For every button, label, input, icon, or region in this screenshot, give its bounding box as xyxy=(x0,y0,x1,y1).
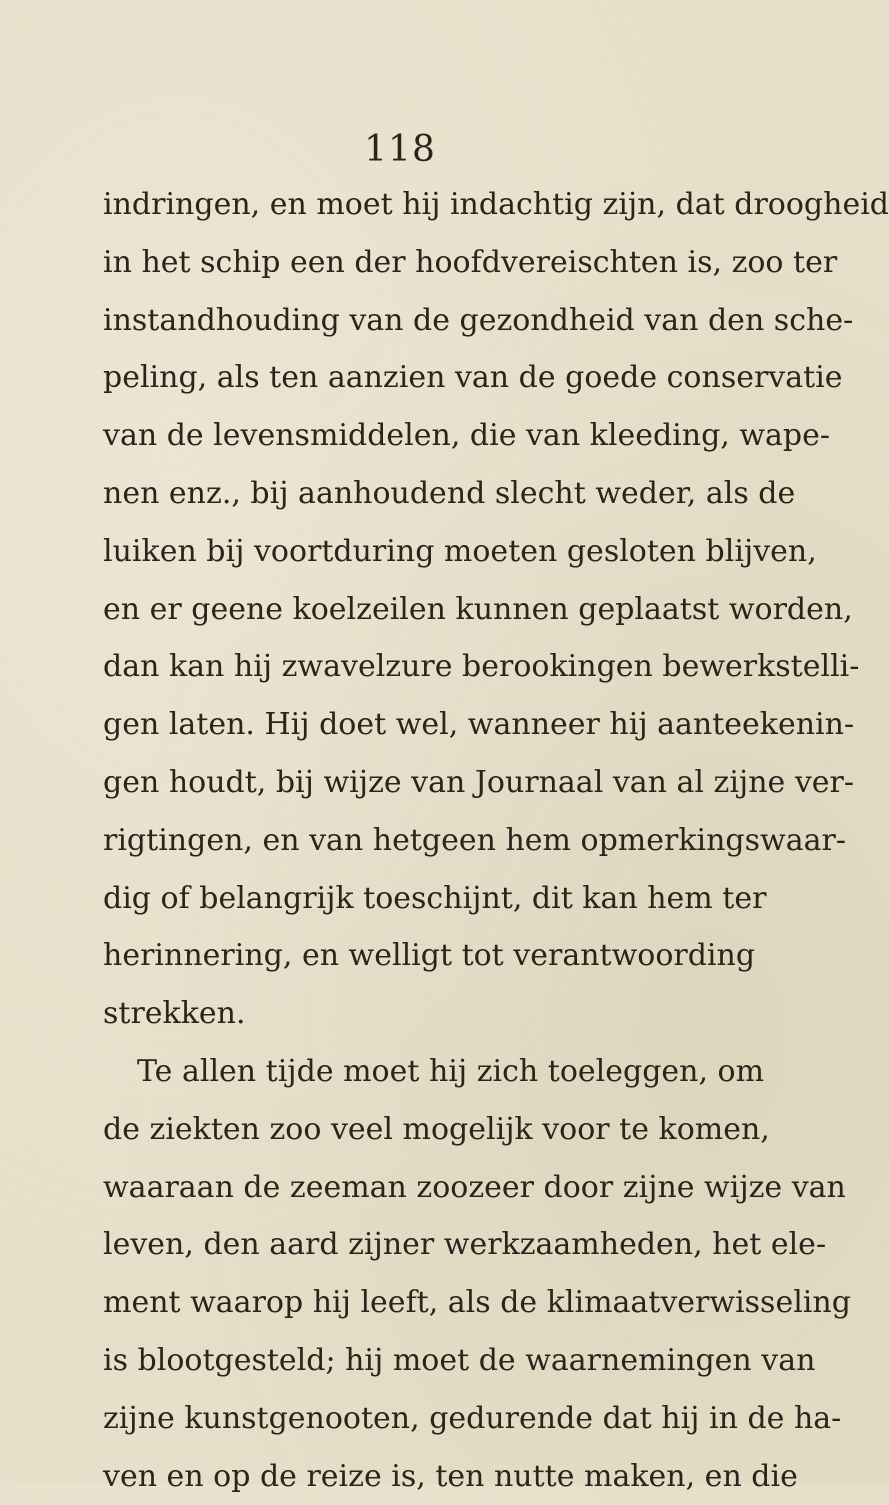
text-line: nen enz., bij aanhoudend slecht weder, als de xyxy=(103,475,796,511)
text-line: luiken bij voortduring moeten gesloten blijven, xyxy=(103,533,817,569)
text-line: in het schip een der hoofdvereischten is, zoo ter xyxy=(103,244,838,280)
text-line: leven, den aard zijner werkzaamheden, het ele- xyxy=(103,1227,827,1263)
text-line: dan kan hij zwavelzure berookingen bewerkstelli- xyxy=(103,649,860,685)
text-line: van de levensmiddelen, die van kleeding, wape- xyxy=(103,418,831,454)
text-line: de ziekten zoo veel mogelijk voor te komen, xyxy=(103,1111,770,1147)
text-line: ven en op de reize is, ten nutte maken, en die xyxy=(103,1458,798,1494)
body-text xyxy=(103,176,889,1505)
text-line: rigtingen, en van hetgeen hem opmerkingswaar- xyxy=(103,822,846,858)
page-number: 118 xyxy=(364,129,436,170)
text-line: waaraan de zeeman zoozeer door zijne wijze van xyxy=(103,1169,846,1205)
text-line: is blootgesteld; hij moet de waarnemingen van xyxy=(103,1342,816,1378)
text-line-paragraph-start: Te allen tijde moet hij zich toeleggen, om xyxy=(137,1053,765,1089)
text-line: ment waarop hij leeft, als de klimaatverwisseling xyxy=(103,1285,851,1321)
text-line: dig of belangrijk toeschijnt, dit kan hem ter xyxy=(103,880,767,916)
text-line: zijne kunstgenooten, gedurende dat hij in de ha- xyxy=(103,1400,842,1436)
text-line: instandhouding van de gezondheid van den sche- xyxy=(103,302,854,338)
text-line-paragraph-end: strekken. xyxy=(103,996,246,1032)
text-line: gen houdt, bij wijze van Journaal van al zijne ver- xyxy=(103,764,855,800)
text-line: gen laten. Hij doet wel, wanneer hij aanteekenin- xyxy=(103,707,855,743)
text-line: indringen, en moet hij indachtig zijn, dat droogheid xyxy=(103,187,889,222)
text-line: en er geene koelzeilen kunnen geplaatst worden, xyxy=(103,591,853,627)
text-line: herinnering, en welligt tot verantwoording xyxy=(103,938,756,974)
text-line: peling, als ten aanzien van de goede conservatie xyxy=(103,360,843,396)
